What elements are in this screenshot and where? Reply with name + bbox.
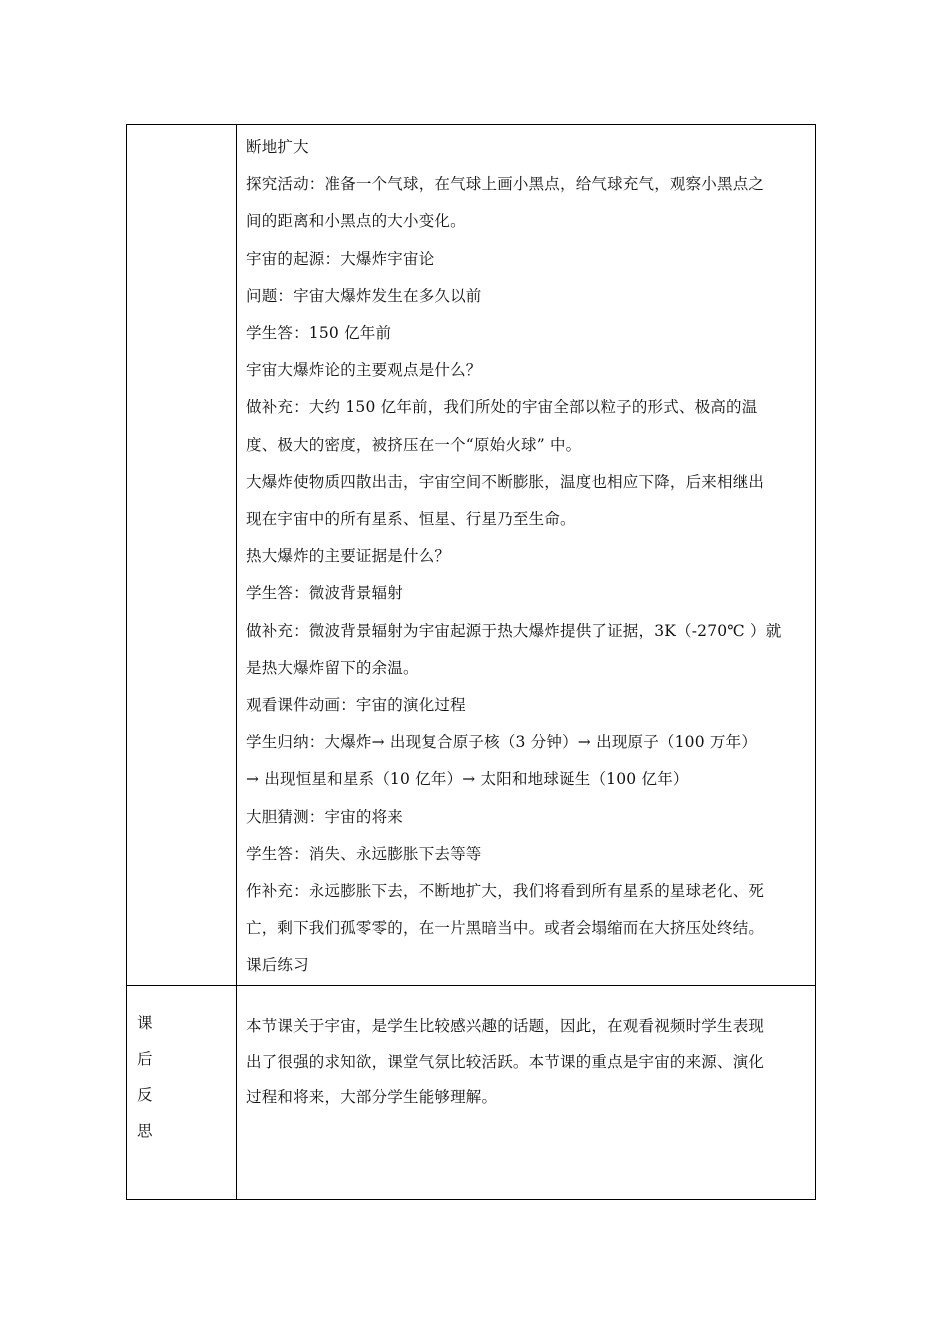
content-line: 大胆猜测：宇宙的将来 xyxy=(246,807,404,826)
reflection-line: 本节课关于宇宙，是学生比较感兴趣的话题，因此，在观看视频时学生表现 xyxy=(246,1017,765,1035)
row-divider xyxy=(127,985,815,986)
reflection-label-char: 后 xyxy=(137,1050,153,1068)
content-line: → 出现恒星和星系（10 亿年）→ 太阳和地球诞生（100 亿年） xyxy=(246,770,689,789)
column-divider xyxy=(236,125,237,1199)
content-line: 做补充：微波背景辐射为宇宙起源于热大爆炸提供了证据，3K（-270℃ ）就 xyxy=(246,621,782,640)
content-line: 问题：宇宙大爆炸发生在多久以前 xyxy=(246,286,482,305)
reflection-label-char: 反 xyxy=(137,1086,153,1104)
reflection-label-char: 思 xyxy=(137,1122,153,1140)
content-line: 学生答：消失、永远膨胀下去等等 xyxy=(246,844,482,863)
content-line: 热大爆炸的主要证据是什么？ xyxy=(246,547,451,566)
content-line: 课后练习 xyxy=(246,956,309,975)
reflection-label-char: 课 xyxy=(137,1014,153,1032)
content-line: 是热大爆炸留下的余温。 xyxy=(246,658,419,677)
content-line: 宇宙大爆炸论的主要观点是什么？ xyxy=(246,361,482,380)
content-line: 断地扩大 xyxy=(246,138,309,156)
content-line: 学生归纳：大爆炸→ 出现复合原子核（3 分钟）→ 出现原子（100 万年） xyxy=(246,733,758,752)
reflection-line: 过程和将来，大部分学生能够理解。 xyxy=(246,1088,498,1106)
lesson-content-cell xyxy=(246,129,808,985)
content-line: 大爆炸使物质四散出击，宇宙空间不断膨胀，温度也相应下降，后来相继出 xyxy=(246,472,765,491)
content-line: 现在宇宙中的所有星系、恒星、行星乃至生命。 xyxy=(246,510,576,529)
content-line: 观看课件动画：宇宙的演化过程 xyxy=(246,696,466,715)
content-line: 学生答：微波背景辐射 xyxy=(246,584,404,603)
content-line: 探究活动：准备一个气球，在气球上画小黑点，给气球充气，观察小黑点之 xyxy=(246,175,765,194)
lesson-plan-table xyxy=(126,124,816,1200)
reflection-line: 出了很强的求知欲，课堂气氛比较活跃。本节课的重点是宇宙的来源、演化 xyxy=(246,1052,765,1071)
content-line: 间的距离和小黑点的大小变化。 xyxy=(246,212,466,231)
content-line: 宇宙的起源：大爆炸宇宙论 xyxy=(246,249,435,268)
content-line: 作补充：永远膨胀下去，不断地扩大，我们将看到所有星系的星球老化、死 xyxy=(246,882,765,901)
content-line: 度、极大的密度，被挤压在一个“原始火球” 中。 xyxy=(246,435,582,454)
content-line: 做补充：大约 150 亿年前，我们所处的宇宙全部以粒子的形式、极高的温 xyxy=(246,398,758,417)
content-line: 亡，剩下我们孤零零的，在一片黑暗当中。或者会塌缩而在大挤压处终结。 xyxy=(246,919,765,938)
content-line: 学生答：150 亿年前 xyxy=(246,324,392,343)
reflection-content-cell xyxy=(246,1009,808,1116)
